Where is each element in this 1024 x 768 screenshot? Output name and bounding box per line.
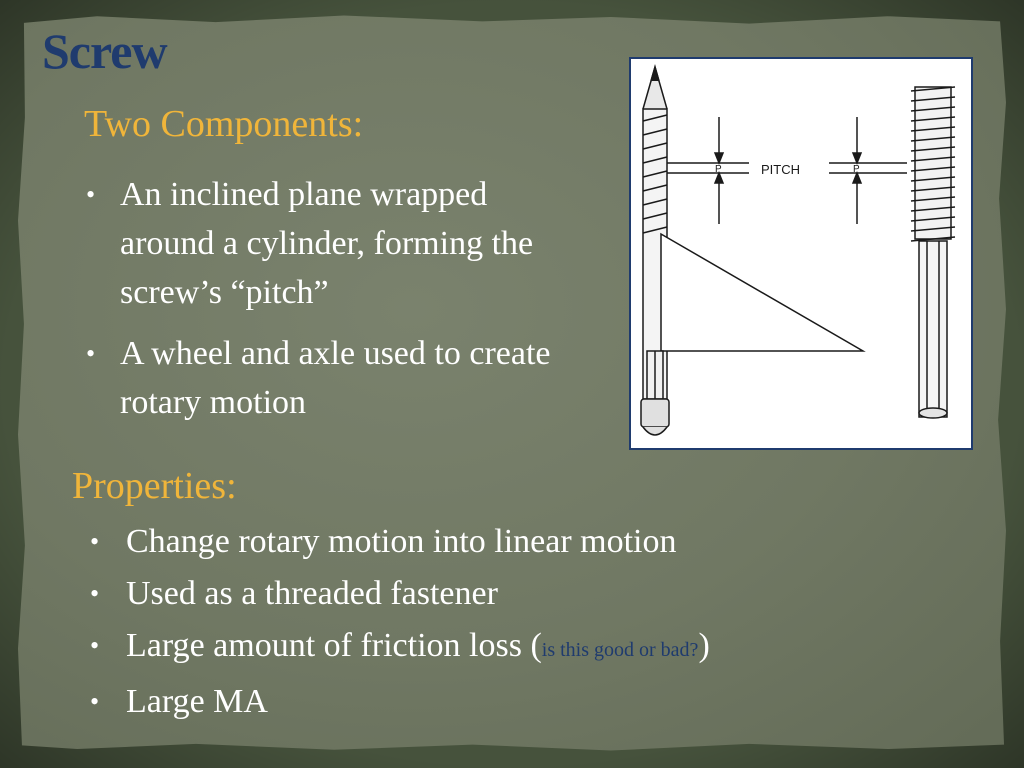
bullet-icon: • <box>86 180 96 209</box>
list-item <box>86 329 586 427</box>
properties-list <box>88 516 988 728</box>
screw-diagram <box>629 57 973 450</box>
list-item <box>86 170 586 317</box>
list-item <box>88 516 988 568</box>
list-item-text: Large amount of friction loss ( <box>126 627 542 664</box>
list-item-text: Large MA <box>126 683 268 720</box>
screw-diagram-drawing <box>631 59 971 448</box>
list-item <box>88 620 988 676</box>
list-item-text: A wheel and axle used to create rotary motion <box>120 335 551 421</box>
properties-heading: Properties: <box>72 465 237 507</box>
list-item <box>88 568 988 620</box>
bullet-icon: • <box>90 579 100 608</box>
list-item-text: Used as a threaded fastener <box>126 575 498 612</box>
list-item-text-closing: ) <box>698 627 710 664</box>
bullet-icon: • <box>90 527 100 556</box>
list-item-text: An inclined plane wrapped around a cylinder, forming the screw’s “pitch” <box>120 176 534 311</box>
slide-title: Screw <box>42 23 167 79</box>
components-heading: Two Components: <box>84 103 364 145</box>
list-item-text: Change rotary motion into linear motion <box>126 523 677 560</box>
pitch-label: PITCH <box>761 162 800 177</box>
inline-question: is this good or bad? <box>541 639 699 661</box>
bullet-icon: • <box>86 339 96 368</box>
bullet-icon: • <box>90 687 100 716</box>
bullet-icon: • <box>90 631 100 660</box>
list-item <box>88 676 988 728</box>
pitch-p-label-right: P <box>853 164 860 175</box>
components-list <box>86 170 586 427</box>
pitch-p-label-left: P <box>715 164 722 175</box>
